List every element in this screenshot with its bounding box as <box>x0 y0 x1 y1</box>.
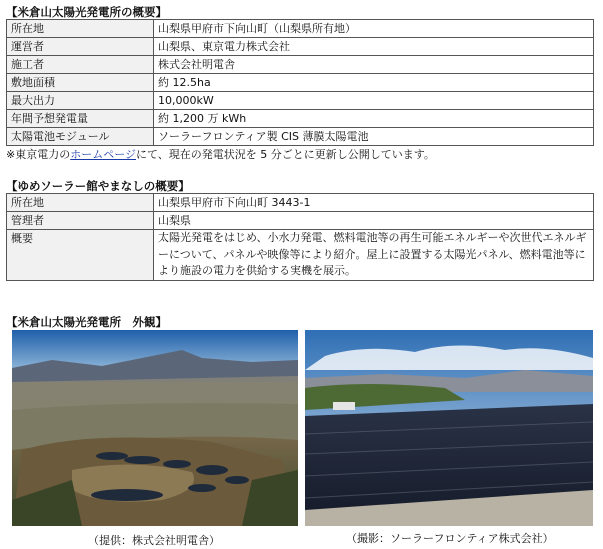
row-value: 株式会社明電舎 <box>154 56 594 74</box>
row-label: 最大出力 <box>7 92 154 110</box>
row-label: 概要 <box>7 230 154 281</box>
table-row <box>7 194 594 212</box>
solar-panel-photo <box>305 330 593 526</box>
aerial-photo-image <box>12 330 298 526</box>
row-label: 管理者 <box>7 212 154 230</box>
table-row <box>7 92 594 110</box>
row-value: 山梨県 <box>154 212 594 230</box>
row-value: 山梨県甲府市下向山町 3443-1 <box>154 194 594 212</box>
facility-overview-table <box>6 193 594 281</box>
row-value: 山梨県甲府市下向山町（山梨県所有地） <box>154 20 594 38</box>
table-row <box>7 38 594 56</box>
aerial-photo <box>12 330 298 526</box>
table-row <box>7 20 594 38</box>
plant-overview-table <box>6 19 594 146</box>
table-row <box>7 128 594 146</box>
note-prefix: ※東京電力の <box>6 148 71 161</box>
row-value: ソーラーフロンティア製 CIS 薄膜太陽電池 <box>154 128 594 146</box>
section1-heading: 【米倉山太陽光発電所の概要】 <box>6 5 167 19</box>
status-note <box>6 146 435 162</box>
table-row <box>7 110 594 128</box>
left-photo-caption: （提供：株式会社明電舎） <box>88 534 220 547</box>
table-row <box>7 74 594 92</box>
note-suffix: にて、現在の発電状況を 5 分ごとに更新し公開しています。 <box>136 148 435 161</box>
section3-heading: 【米倉山太陽光発電所 外観】 <box>6 315 167 329</box>
row-label: 年間予想発電量 <box>7 110 154 128</box>
row-value: 太陽光発電をはじめ、小水力発電、燃料電池等の再生可能エネルギーや次世代エネルギーについて、パネルや映像等により紹介。屋上に設置する太陽光パネル、燃料電池等により施設の電力を供給する実機を展示。 <box>154 230 594 281</box>
table-row <box>7 230 594 281</box>
row-label: 運営者 <box>7 38 154 56</box>
row-value: 約 12.5ha <box>154 74 594 92</box>
solar-panel-photo-image <box>305 330 593 526</box>
row-value: 山梨県、東京電力株式会社 <box>154 38 594 56</box>
section2-heading: 【ゆめソーラー館やまなしの概要】 <box>6 179 190 193</box>
table-row <box>7 56 594 74</box>
row-label: 敷地面積 <box>7 74 154 92</box>
row-label: 太陽電池モジュール <box>7 128 154 146</box>
row-label: 施工者 <box>7 56 154 74</box>
homepage-link[interactable]: ホームページ <box>70 148 136 161</box>
row-value: 10,000kW <box>154 92 594 110</box>
row-value: 約 1,200 万 kWh <box>154 110 594 128</box>
table-row <box>7 212 594 230</box>
row-label: 所在地 <box>7 20 154 38</box>
right-photo-caption: （撮影：ソーラーフロンティア株式会社） <box>346 532 554 545</box>
row-label: 所在地 <box>7 194 154 212</box>
